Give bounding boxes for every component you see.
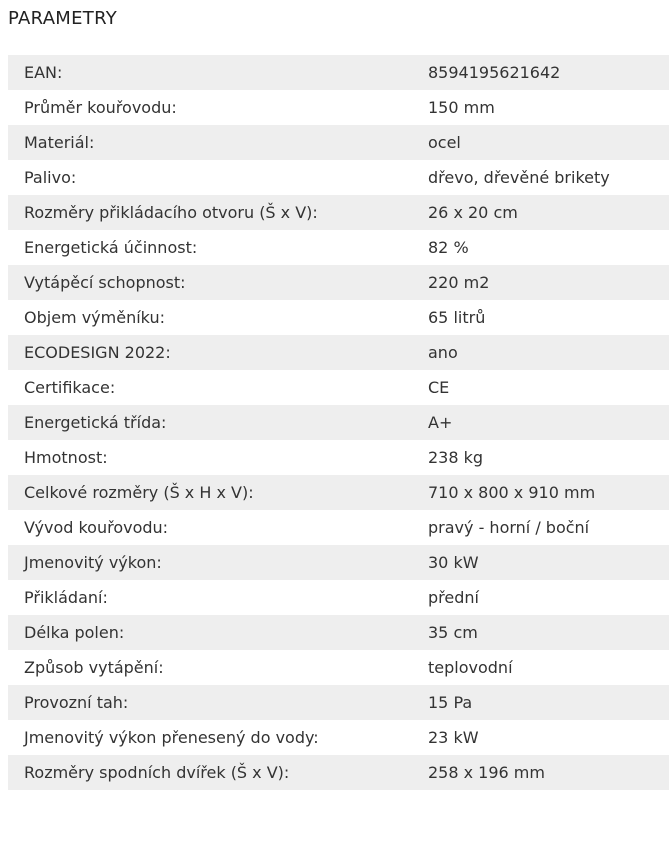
parameter-value: 65 litrů	[428, 308, 486, 327]
parameter-label: Průměr kouřovodu:	[24, 98, 177, 117]
parameter-label: Jmenovitý výkon přenesený do vody:	[24, 728, 319, 747]
parameter-value: 15 Pa	[428, 693, 473, 712]
parameter-label: Energetická třída:	[24, 413, 167, 432]
parameter-value: přední	[428, 588, 479, 607]
table-row	[8, 405, 669, 440]
parameter-value: ano	[428, 343, 458, 362]
parameter-label: Přikládaní:	[24, 588, 108, 607]
parameter-label: Palivo:	[24, 168, 77, 187]
table-row	[8, 125, 669, 160]
table-row	[8, 370, 669, 405]
table-row	[8, 615, 669, 650]
table-row	[8, 580, 669, 615]
parameter-label: Způsob vytápění:	[24, 658, 164, 677]
parameter-value: 23 kW	[428, 728, 479, 747]
parameter-value: CE	[428, 378, 450, 397]
parameter-value: 26 x 20 cm	[428, 203, 518, 222]
parameter-label: Jmenovitý výkon:	[24, 553, 162, 572]
parameter-value: 8594195621642	[428, 63, 561, 82]
table-row	[8, 160, 669, 195]
parameter-label: Materiál:	[24, 133, 95, 152]
parameter-label: Provozní tah:	[24, 693, 129, 712]
table-row	[8, 720, 669, 755]
parameter-label: EAN:	[24, 63, 63, 82]
table-row	[8, 755, 669, 790]
parameter-value: 220 m2	[428, 273, 490, 292]
table-row	[8, 230, 669, 265]
table-row	[8, 265, 669, 300]
parameter-value: 258 x 196 mm	[428, 763, 545, 782]
section-title: PARAMETRY	[8, 8, 118, 29]
parameter-label: Vývod kouřovodu:	[24, 518, 169, 537]
parameter-value: 35 cm	[428, 623, 478, 642]
table-row	[8, 650, 669, 685]
table-row	[8, 195, 669, 230]
parameters-table	[8, 55, 669, 790]
table-row	[8, 335, 669, 370]
parameter-label: Energetická účinnost:	[24, 238, 198, 257]
parameter-label: Objem výměníku:	[24, 308, 165, 327]
parameter-value: 150 mm	[428, 98, 495, 117]
table-row	[8, 90, 669, 125]
table-row	[8, 475, 669, 510]
table-row	[8, 510, 669, 545]
parameter-value: ocel	[428, 133, 461, 152]
parameter-label: ECODESIGN 2022:	[24, 343, 171, 362]
table-row	[8, 55, 669, 90]
parameter-value: teplovodní	[428, 658, 513, 677]
table-row	[8, 300, 669, 335]
parameter-label: Celkové rozměry (Š x H x V):	[24, 483, 254, 502]
parameter-label: Rozměry spodních dvířek (Š x V):	[24, 763, 290, 782]
parameter-value: 30 kW	[428, 553, 479, 572]
parameter-value: 82 %	[428, 238, 469, 257]
parameter-label: Délka polen:	[24, 623, 125, 642]
table-row	[8, 685, 669, 720]
table-row	[8, 545, 669, 580]
parameter-label: Rozměry přikládacího otvoru (Š x V):	[24, 203, 318, 222]
parameter-value: pravý - horní / boční	[428, 518, 590, 537]
parameter-value: 710 x 800 x 910 mm	[428, 483, 596, 502]
parameter-label: Hmotnost:	[24, 448, 108, 467]
parameter-label: Certifikace:	[24, 378, 116, 397]
parameter-value: 238 kg	[428, 448, 484, 467]
table-row	[8, 440, 669, 475]
parameter-label: Vytápěcí schopnost:	[24, 273, 186, 292]
parameter-value: A+	[428, 413, 453, 432]
parameter-value: dřevo, dřevěné brikety	[428, 168, 610, 187]
